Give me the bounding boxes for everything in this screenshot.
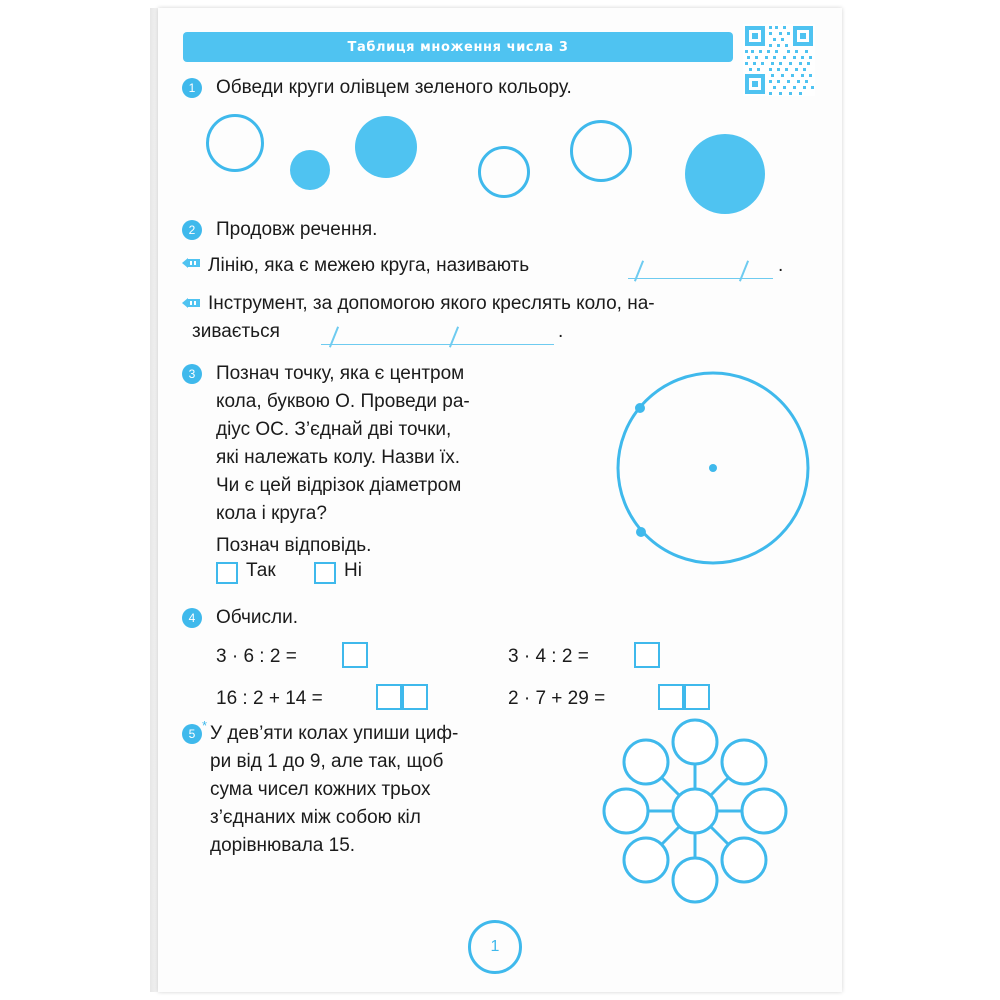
- task-3-line-7: Познач відповідь.: [216, 535, 372, 556]
- task-5-star: *: [202, 718, 208, 733]
- task-3-line-1: Познач точку, яка є центром: [216, 363, 465, 384]
- circle-diagram[interactable]: [613, 360, 813, 577]
- task-number-4: 4: [182, 608, 202, 628]
- equation-2-expr: 3 · 4 : 2 =: [508, 646, 589, 667]
- circle-shape-2[interactable]: [290, 150, 330, 190]
- equation-4-answer-box-2[interactable]: [684, 684, 710, 710]
- task-2-line-3: зивається: [192, 321, 280, 342]
- task-number-3: 3: [182, 364, 202, 384]
- answer-blank-1[interactable]: [628, 278, 773, 279]
- pencil-icon-1: [182, 256, 204, 270]
- nine-circles-diagram[interactable]: [590, 716, 800, 911]
- equation-2-answer-box[interactable]: [634, 642, 660, 668]
- page-number: 1: [468, 920, 522, 974]
- task-2-line-1: Лінію, яка є межею круга, називають: [208, 255, 530, 276]
- task-2-period-1: .: [778, 255, 784, 276]
- task-2-line-2: Інструмент, за допомогою якого креслять коло, на-: [208, 293, 655, 314]
- task-3-line-5: Чи є цей відрізок діаметром: [216, 475, 462, 496]
- task-2-text: Продовж речення.: [216, 219, 378, 240]
- equation-3-answer-box-1[interactable]: [376, 684, 402, 710]
- circle-shape-3[interactable]: [355, 116, 417, 178]
- task-5-line-4: з’єднаних між собою кіл: [210, 807, 421, 828]
- task-5-line-2: ри від 1 до 9, але так, щоб: [210, 751, 444, 772]
- equation-1-expr: 3 · 6 : 2 =: [216, 646, 297, 667]
- equation-3-expr: 16 : 2 + 14 =: [216, 688, 323, 709]
- task-3-line-6: кола і круга?: [216, 503, 327, 524]
- checkbox-yes[interactable]: [216, 562, 238, 584]
- task-4-text: Обчисли.: [216, 607, 299, 628]
- task-5-line-3: сума чисел кожних трьох: [210, 779, 431, 800]
- equation-4-expr: 2 · 7 + 29 =: [508, 688, 606, 709]
- task-number-1: 1: [182, 78, 202, 98]
- task-3-line-2: кола, буквою О. Проведи ра-: [216, 391, 470, 412]
- page-title: Таблиця множення числа 3: [183, 32, 733, 62]
- task-2-period-2: .: [558, 321, 564, 342]
- checkbox-yes-label: Так: [246, 560, 276, 581]
- circle-shape-5[interactable]: [570, 120, 632, 182]
- task-5-line-5: дорівнювала 15.: [210, 835, 356, 856]
- answer-blank-2[interactable]: [321, 344, 554, 345]
- task-1-text: Обведи круги олівцем зеленого кольору.: [216, 77, 572, 98]
- task-number-2: 2: [182, 220, 202, 240]
- pencil-icon-2: [182, 296, 204, 310]
- circle-shape-1[interactable]: [206, 114, 264, 172]
- task-5-line-1: У дев’яти колах упиши циф-: [210, 723, 459, 744]
- circle-shape-6[interactable]: [685, 134, 765, 214]
- circle-shape-4[interactable]: [478, 146, 530, 198]
- task-3-line-3: діус ОС. З’єднай дві точки,: [216, 419, 452, 440]
- checkbox-no[interactable]: [314, 562, 336, 584]
- equation-1-answer-box[interactable]: [342, 642, 368, 668]
- task-number-5: 5: [182, 724, 202, 744]
- equation-3-answer-box-2[interactable]: [402, 684, 428, 710]
- worksheet-sheet: [158, 8, 842, 992]
- equation-4-answer-box-1[interactable]: [658, 684, 684, 710]
- checkbox-no-label: Ні: [344, 560, 362, 581]
- task-3-line-4: які належать колу. Назви їх.: [216, 447, 461, 468]
